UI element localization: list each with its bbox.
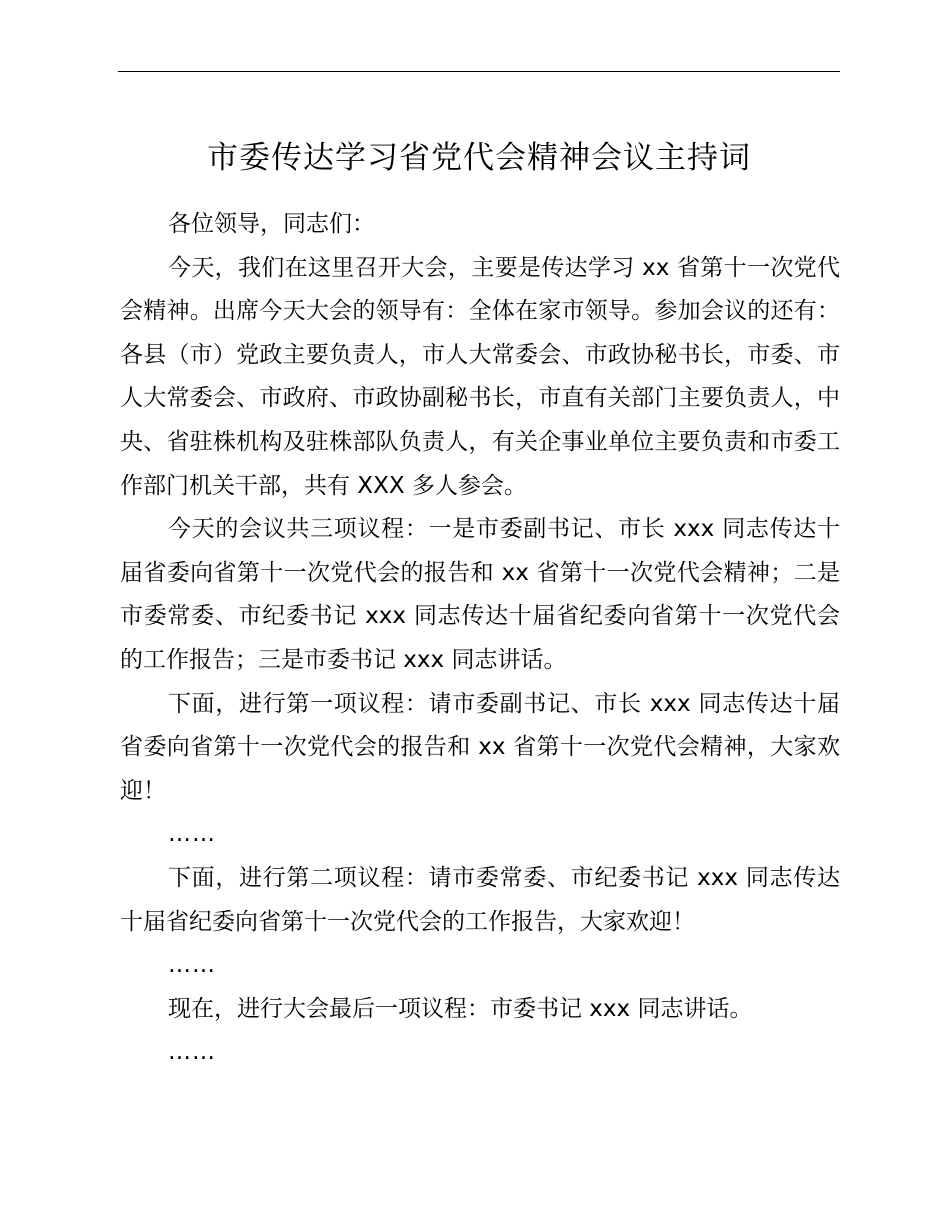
document-title: 市委传达学习省党代会精神会议主持词 xyxy=(207,140,751,176)
paragraph-agenda: 今天的会议共三项议程：一是市委副书记、市长 xxx 同志传达十届省委向省第十一次党代会的报告和 xx 省第十一次党代会精神；二是市委常委、市纪委书记 xxx 同志传达十届省纪委向省第十一次党代会的工作报告；三是市委书记 xxx 同志讲话。 xyxy=(120,516,840,673)
paragraph-item-one: 下面，进行第一项议程：请市委副书记、市长 xxx 同志传达十届省委向省第十一次党代会的报告和 xx 省第十一次党代会精神，大家欢迎！ xyxy=(120,690,840,804)
paragraph-item-three: 现在，进行大会最后一项议程：市委书记 xxx 同志讲话。 xyxy=(168,995,753,1022)
ellipsis-2: …… xyxy=(168,952,216,979)
salutation: 各位领导，同志们： xyxy=(168,211,375,237)
header-rule xyxy=(118,71,840,72)
paragraph-item-two: 下面，进行第二项议程：请市委常委、市纪委书记 xxx 同志传达十届省纪委向省第十一次党代会的工作报告，大家欢迎！ xyxy=(120,864,840,935)
document-body xyxy=(120,203,840,1075)
ellipsis-1: …… xyxy=(168,821,216,848)
ellipsis-3: …… xyxy=(168,1039,216,1066)
paragraph-opening: 今天，我们在这里召开大会，主要是传达学习 xx 省第十一次党代会精神。出席今天大会的领导有：全体在家市领导。参加会议的还有：各县（市）党政主要负责人，市人大常委会、市政协秘书长，市委、市人大常委会、市政府、市政协副秘书长，市直有关部门主要负责人，中央、省驻株机构及驻株部队负责人，有关企事业单位主要负责和市委工作部门机关干部，共有 XXX 多人参会。 xyxy=(120,254,840,499)
